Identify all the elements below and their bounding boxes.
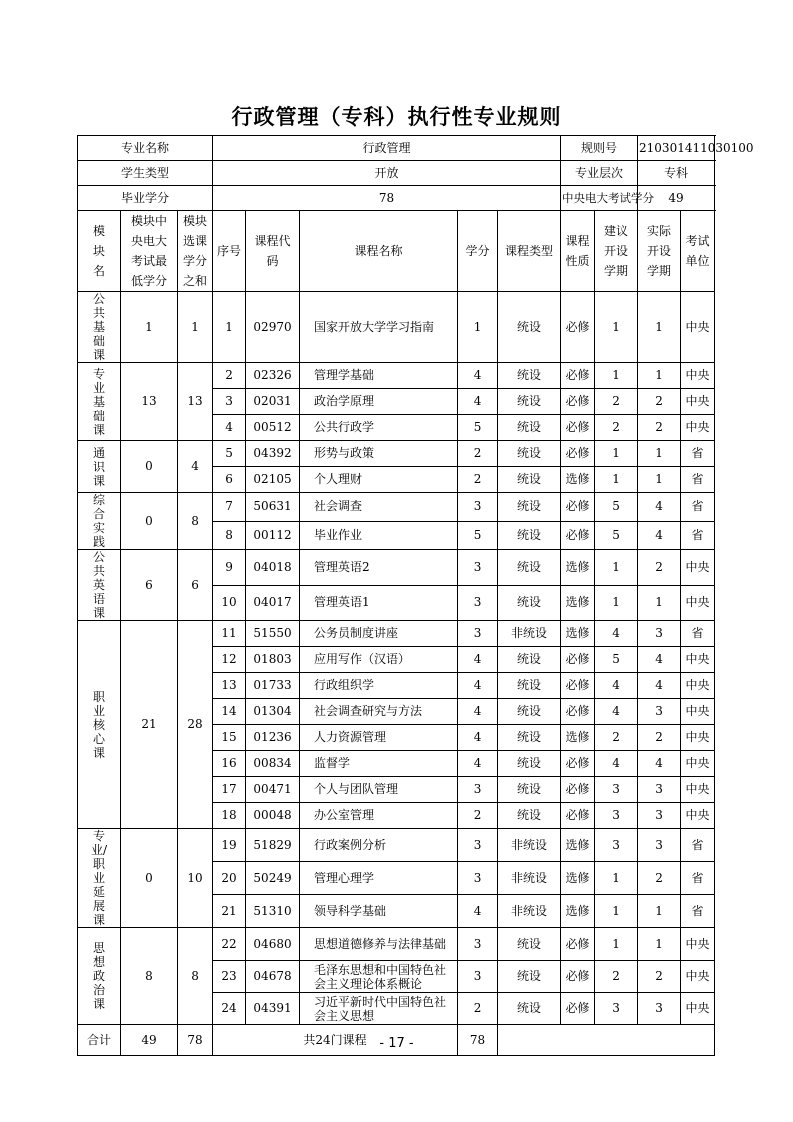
course-credit: 2 — [458, 993, 498, 1025]
course-nature: 必修 — [561, 441, 595, 467]
table-row — [78, 928, 715, 961]
course-suggested-term: 4 — [595, 699, 638, 725]
course-seq: 18 — [213, 803, 246, 829]
course-suggested-term: 1 — [595, 363, 638, 389]
course-nature: 必修 — [561, 389, 595, 415]
course-actual-term: 3 — [638, 829, 681, 862]
course-code: 04392 — [246, 441, 300, 467]
course-name: 形势与政策 — [300, 441, 458, 467]
header-name: 课程名称 — [300, 211, 458, 292]
course-exam-unit: 中央 — [681, 363, 715, 389]
course-code: 50631 — [246, 493, 300, 522]
course-credit: 4 — [458, 389, 498, 415]
course-code: 04017 — [246, 585, 300, 621]
course-code: 02105 — [246, 467, 300, 493]
module-central-min: 0 — [121, 441, 178, 493]
course-name: 国家开放大学学习指南 — [300, 292, 458, 363]
course-name: 毛泽东思想和中国特色社会主义理论体系概论 — [300, 961, 458, 993]
module-name: 综合实践 — [78, 493, 121, 550]
course-actual-term: 3 — [638, 803, 681, 829]
course-nature: 必修 — [561, 363, 595, 389]
course-actual-term: 4 — [638, 673, 681, 699]
course-nature: 必修 — [561, 415, 595, 441]
course-nature: 必修 — [561, 647, 595, 673]
course-suggested-term: 1 — [595, 550, 638, 586]
course-actual-term: 4 — [638, 751, 681, 777]
course-suggested-term: 5 — [595, 647, 638, 673]
course-credit: 4 — [458, 895, 498, 928]
course-nature: 必修 — [561, 699, 595, 725]
course-type: 非统设 — [498, 895, 561, 928]
course-exam-unit: 省 — [681, 467, 715, 493]
course-suggested-term: 3 — [595, 829, 638, 862]
course-seq: 19 — [213, 829, 246, 862]
header-code: 课程代码 — [246, 211, 300, 292]
course-type: 统设 — [498, 441, 561, 467]
course-suggested-term: 1 — [595, 862, 638, 895]
total-credit: 78 — [458, 1025, 498, 1056]
course-suggested-term: 4 — [595, 673, 638, 699]
header-type: 课程类型 — [498, 211, 561, 292]
course-code: 02326 — [246, 363, 300, 389]
course-code: 51550 — [246, 621, 300, 647]
course-actual-term: 1 — [638, 585, 681, 621]
course-type: 统设 — [498, 521, 561, 550]
course-name: 毕业作业 — [300, 521, 458, 550]
course-exam-unit: 中央 — [681, 961, 715, 993]
module-name: 公共基础课 — [78, 292, 121, 363]
course-seq: 6 — [213, 467, 246, 493]
module-central-min: 8 — [121, 928, 178, 1025]
course-name: 公共行政学 — [300, 415, 458, 441]
course-actual-term: 4 — [638, 647, 681, 673]
course-credit: 3 — [458, 928, 498, 961]
course-seq: 11 — [213, 621, 246, 647]
course-exam-unit: 中央 — [681, 928, 715, 961]
course-credit: 3 — [458, 829, 498, 862]
course-suggested-term: 3 — [595, 777, 638, 803]
course-name: 个人与团队管理 — [300, 777, 458, 803]
course-nature: 必修 — [561, 493, 595, 522]
course-exam-unit: 中央 — [681, 803, 715, 829]
total-label: 合计 — [78, 1025, 121, 1056]
header-module: 模块名 — [78, 211, 121, 292]
course-type: 统设 — [498, 363, 561, 389]
course-seq: 8 — [213, 521, 246, 550]
page-number: - 17 - — [379, 1036, 414, 1051]
module-central-min: 0 — [121, 829, 178, 928]
course-seq: 2 — [213, 363, 246, 389]
program-rules-table — [77, 135, 754, 1056]
course-type: 非统设 — [498, 829, 561, 862]
course-suggested-term: 1 — [595, 441, 638, 467]
course-nature: 必修 — [561, 292, 595, 363]
course-name: 习近平新时代中国特色社会主义思想 — [300, 993, 458, 1025]
table-row — [78, 292, 715, 363]
info-row-credit — [78, 186, 715, 211]
course-actual-term: 4 — [638, 493, 681, 522]
course-actual-term: 2 — [638, 550, 681, 586]
course-actual-term: 1 — [638, 928, 681, 961]
course-seq: 13 — [213, 673, 246, 699]
module-elective-sum: 4 — [178, 441, 213, 493]
course-type: 统设 — [498, 647, 561, 673]
course-exam-unit: 中央 — [681, 699, 715, 725]
module-elective-sum: 8 — [178, 493, 213, 550]
course-type: 统设 — [498, 550, 561, 586]
student-type-label: 学生类型 — [78, 161, 213, 186]
course-credit: 5 — [458, 521, 498, 550]
course-nature: 选修 — [561, 862, 595, 895]
course-seq: 16 — [213, 751, 246, 777]
course-credit: 3 — [458, 550, 498, 586]
course-actual-term: 3 — [638, 777, 681, 803]
course-nature: 必修 — [561, 961, 595, 993]
course-exam-unit: 中央 — [681, 647, 715, 673]
module-elective-sum: 10 — [178, 829, 213, 928]
course-seq: 1 — [213, 292, 246, 363]
course-actual-term: 3 — [638, 699, 681, 725]
course-actual-term: 1 — [638, 441, 681, 467]
header-module-elective-sum: 模块选课学分之和 — [178, 211, 213, 292]
course-type: 统设 — [498, 961, 561, 993]
table-row — [78, 621, 715, 647]
student-type-value: 开放 — [213, 161, 561, 186]
course-code: 02970 — [246, 292, 300, 363]
course-exam-unit: 省 — [681, 441, 715, 467]
course-type: 统设 — [498, 803, 561, 829]
course-exam-unit: 中央 — [681, 550, 715, 586]
header-seq: 序号 — [213, 211, 246, 292]
course-code: 04680 — [246, 928, 300, 961]
course-credit: 3 — [458, 862, 498, 895]
course-suggested-term: 5 — [595, 493, 638, 522]
course-nature: 必修 — [561, 673, 595, 699]
course-exam-unit: 省 — [681, 493, 715, 522]
course-actual-term: 2 — [638, 961, 681, 993]
course-exam-unit: 中央 — [681, 415, 715, 441]
course-credit: 3 — [458, 585, 498, 621]
course-seq: 20 — [213, 862, 246, 895]
course-seq: 10 — [213, 585, 246, 621]
course-type: 统设 — [498, 751, 561, 777]
course-name: 公务员制度讲座 — [300, 621, 458, 647]
course-seq: 15 — [213, 725, 246, 751]
course-name: 个人理财 — [300, 467, 458, 493]
course-type: 统设 — [498, 699, 561, 725]
course-suggested-term: 1 — [595, 467, 638, 493]
course-exam-unit: 中央 — [681, 777, 715, 803]
course-exam-unit: 省 — [681, 621, 715, 647]
course-name: 人力资源管理 — [300, 725, 458, 751]
module-elective-sum: 8 — [178, 928, 213, 1025]
header-module-central-min: 模块中央电大考试最低学分 — [121, 211, 178, 292]
course-suggested-term: 2 — [595, 961, 638, 993]
header-row — [78, 211, 715, 292]
course-seq: 22 — [213, 928, 246, 961]
rule-no-label: 规则号 — [561, 136, 638, 161]
course-exam-unit: 省 — [681, 862, 715, 895]
level-value: 专科 — [638, 161, 715, 186]
info-row-student — [78, 161, 715, 186]
course-credit: 4 — [458, 673, 498, 699]
course-code: 50249 — [246, 862, 300, 895]
course-code: 02031 — [246, 389, 300, 415]
central-credit-label: 中央电大考试学分 — [561, 186, 638, 211]
course-credit: 3 — [458, 493, 498, 522]
total-elective-sum: 78 — [178, 1025, 213, 1056]
header-actual-term: 实际开设学期 — [638, 211, 681, 292]
module-name: 思想政治课 — [78, 928, 121, 1025]
course-nature: 选修 — [561, 550, 595, 586]
course-nature: 必修 — [561, 751, 595, 777]
course-code: 51829 — [246, 829, 300, 862]
course-nature: 选修 — [561, 829, 595, 862]
course-credit: 2 — [458, 467, 498, 493]
course-type: 统设 — [498, 493, 561, 522]
course-credit: 5 — [458, 415, 498, 441]
total-course-count: 共24门课程 — [213, 1025, 458, 1056]
rule-no-value: 210301411030100 — [638, 136, 715, 161]
table-row — [78, 550, 715, 586]
course-code: 01304 — [246, 699, 300, 725]
course-exam-unit: 省 — [681, 829, 715, 862]
course-seq: 3 — [213, 389, 246, 415]
course-code: 51310 — [246, 895, 300, 928]
course-credit: 1 — [458, 292, 498, 363]
course-nature: 必修 — [561, 803, 595, 829]
course-seq: 21 — [213, 895, 246, 928]
course-code: 04678 — [246, 961, 300, 993]
course-seq: 17 — [213, 777, 246, 803]
module-elective-sum: 13 — [178, 363, 213, 441]
module-central-min: 13 — [121, 363, 178, 441]
course-exam-unit: 中央 — [681, 993, 715, 1025]
course-type: 统设 — [498, 415, 561, 441]
grad-credit-value: 78 — [213, 186, 561, 211]
course-seq: 23 — [213, 961, 246, 993]
course-code: 00834 — [246, 751, 300, 777]
module-name: 公共英语课 — [78, 550, 121, 621]
course-name: 管理学基础 — [300, 363, 458, 389]
course-nature: 选修 — [561, 585, 595, 621]
course-suggested-term: 1 — [595, 895, 638, 928]
course-suggested-term: 3 — [595, 993, 638, 1025]
module-elective-sum: 1 — [178, 292, 213, 363]
header-credit: 学分 — [458, 211, 498, 292]
course-type: 统设 — [498, 777, 561, 803]
course-suggested-term: 1 — [595, 292, 638, 363]
major-name-value: 行政管理 — [213, 136, 561, 161]
course-suggested-term: 2 — [595, 415, 638, 441]
course-type: 统设 — [498, 585, 561, 621]
course-seq: 7 — [213, 493, 246, 522]
course-actual-term: 1 — [638, 363, 681, 389]
table-row — [78, 829, 715, 862]
course-name: 领导科学基础 — [300, 895, 458, 928]
module-name: 专业/职业延展课 — [78, 829, 121, 928]
course-type: 统设 — [498, 467, 561, 493]
module-name: 通识课 — [78, 441, 121, 493]
table-row — [78, 441, 715, 467]
course-seq: 9 — [213, 550, 246, 586]
course-suggested-term: 1 — [595, 585, 638, 621]
course-nature: 选修 — [561, 725, 595, 751]
module-name: 职业核心课 — [78, 621, 121, 829]
course-credit: 4 — [458, 699, 498, 725]
course-actual-term: 3 — [638, 621, 681, 647]
course-type: 统设 — [498, 928, 561, 961]
course-credit: 4 — [458, 751, 498, 777]
course-exam-unit: 中央 — [681, 292, 715, 363]
course-actual-term: 3 — [638, 993, 681, 1025]
course-credit: 3 — [458, 961, 498, 993]
course-actual-term: 1 — [638, 292, 681, 363]
module-elective-sum: 28 — [178, 621, 213, 829]
course-exam-unit: 中央 — [681, 673, 715, 699]
course-code: 00512 — [246, 415, 300, 441]
course-actual-term: 2 — [638, 389, 681, 415]
course-suggested-term: 1 — [595, 928, 638, 961]
total-central-min: 49 — [121, 1025, 178, 1056]
course-name: 社会调查 — [300, 493, 458, 522]
course-code: 00048 — [246, 803, 300, 829]
course-type: 非统设 — [498, 862, 561, 895]
course-credit: 4 — [458, 647, 498, 673]
course-name: 行政组织学 — [300, 673, 458, 699]
course-suggested-term: 2 — [595, 389, 638, 415]
module-central-min: 1 — [121, 292, 178, 363]
course-seq: 4 — [213, 415, 246, 441]
course-nature: 选修 — [561, 621, 595, 647]
table-row — [78, 363, 715, 389]
course-nature: 必修 — [561, 521, 595, 550]
course-actual-term: 1 — [638, 467, 681, 493]
course-name: 思想道德修养与法律基础 — [300, 928, 458, 961]
header-nature: 课程性质 — [561, 211, 595, 292]
course-exam-unit: 省 — [681, 895, 715, 928]
course-suggested-term: 2 — [595, 725, 638, 751]
course-credit: 3 — [458, 777, 498, 803]
course-actual-term: 2 — [638, 862, 681, 895]
course-credit: 4 — [458, 363, 498, 389]
course-exam-unit: 中央 — [681, 751, 715, 777]
course-actual-term: 4 — [638, 521, 681, 550]
module-elective-sum: 6 — [178, 550, 213, 621]
course-name: 政治学原理 — [300, 389, 458, 415]
grad-credit-label: 毕业学分 — [78, 186, 213, 211]
course-actual-term: 1 — [638, 895, 681, 928]
course-type: 统设 — [498, 993, 561, 1025]
course-type: 统设 — [498, 389, 561, 415]
course-nature: 必修 — [561, 928, 595, 961]
header-exam-unit: 考试单位 — [681, 211, 715, 292]
table-row — [78, 493, 715, 522]
course-exam-unit: 中央 — [681, 389, 715, 415]
course-seq: 24 — [213, 993, 246, 1025]
course-actual-term: 2 — [638, 415, 681, 441]
course-name: 管理英语2 — [300, 550, 458, 586]
module-name: 专业基础课 — [78, 363, 121, 441]
course-credit: 3 — [458, 621, 498, 647]
course-name: 办公室管理 — [300, 803, 458, 829]
course-exam-unit: 中央 — [681, 725, 715, 751]
course-seq: 12 — [213, 647, 246, 673]
course-seq: 5 — [213, 441, 246, 467]
course-type: 非统设 — [498, 621, 561, 647]
course-type: 统设 — [498, 673, 561, 699]
course-credit: 4 — [458, 725, 498, 751]
course-suggested-term: 4 — [595, 621, 638, 647]
course-actual-term: 2 — [638, 725, 681, 751]
course-name: 行政案例分析 — [300, 829, 458, 862]
course-type: 统设 — [498, 292, 561, 363]
module-central-min: 0 — [121, 493, 178, 550]
course-name: 管理英语1 — [300, 585, 458, 621]
course-code: 00471 — [246, 777, 300, 803]
course-exam-unit: 中央 — [681, 585, 715, 621]
central-credit-value: 49 — [638, 186, 715, 211]
course-credit: 2 — [458, 441, 498, 467]
course-type: 统设 — [498, 725, 561, 751]
header-suggested-term: 建议开设学期 — [595, 211, 638, 292]
course-exam-unit: 省 — [681, 521, 715, 550]
course-suggested-term: 4 — [595, 751, 638, 777]
page-title: 行政管理（专科）执行性专业规则 — [231, 104, 562, 129]
module-central-min: 6 — [121, 550, 178, 621]
course-seq: 14 — [213, 699, 246, 725]
course-name: 社会调查研究与方法 — [300, 699, 458, 725]
course-credit: 2 — [458, 803, 498, 829]
course-code: 04018 — [246, 550, 300, 586]
course-nature: 必修 — [561, 993, 595, 1025]
course-name: 监督学 — [300, 751, 458, 777]
course-code: 01803 — [246, 647, 300, 673]
course-name: 管理心理学 — [300, 862, 458, 895]
course-code: 01733 — [246, 673, 300, 699]
course-code: 00112 — [246, 521, 300, 550]
course-nature: 必修 — [561, 777, 595, 803]
level-label: 专业层次 — [561, 161, 638, 186]
module-central-min: 21 — [121, 621, 178, 829]
course-suggested-term: 3 — [595, 803, 638, 829]
course-suggested-term: 5 — [595, 521, 638, 550]
course-nature: 选修 — [561, 895, 595, 928]
info-row-major — [78, 136, 715, 161]
course-code: 01236 — [246, 725, 300, 751]
major-name-label: 专业名称 — [78, 136, 213, 161]
course-code: 04391 — [246, 993, 300, 1025]
course-name: 应用写作（汉语） — [300, 647, 458, 673]
course-nature: 选修 — [561, 467, 595, 493]
